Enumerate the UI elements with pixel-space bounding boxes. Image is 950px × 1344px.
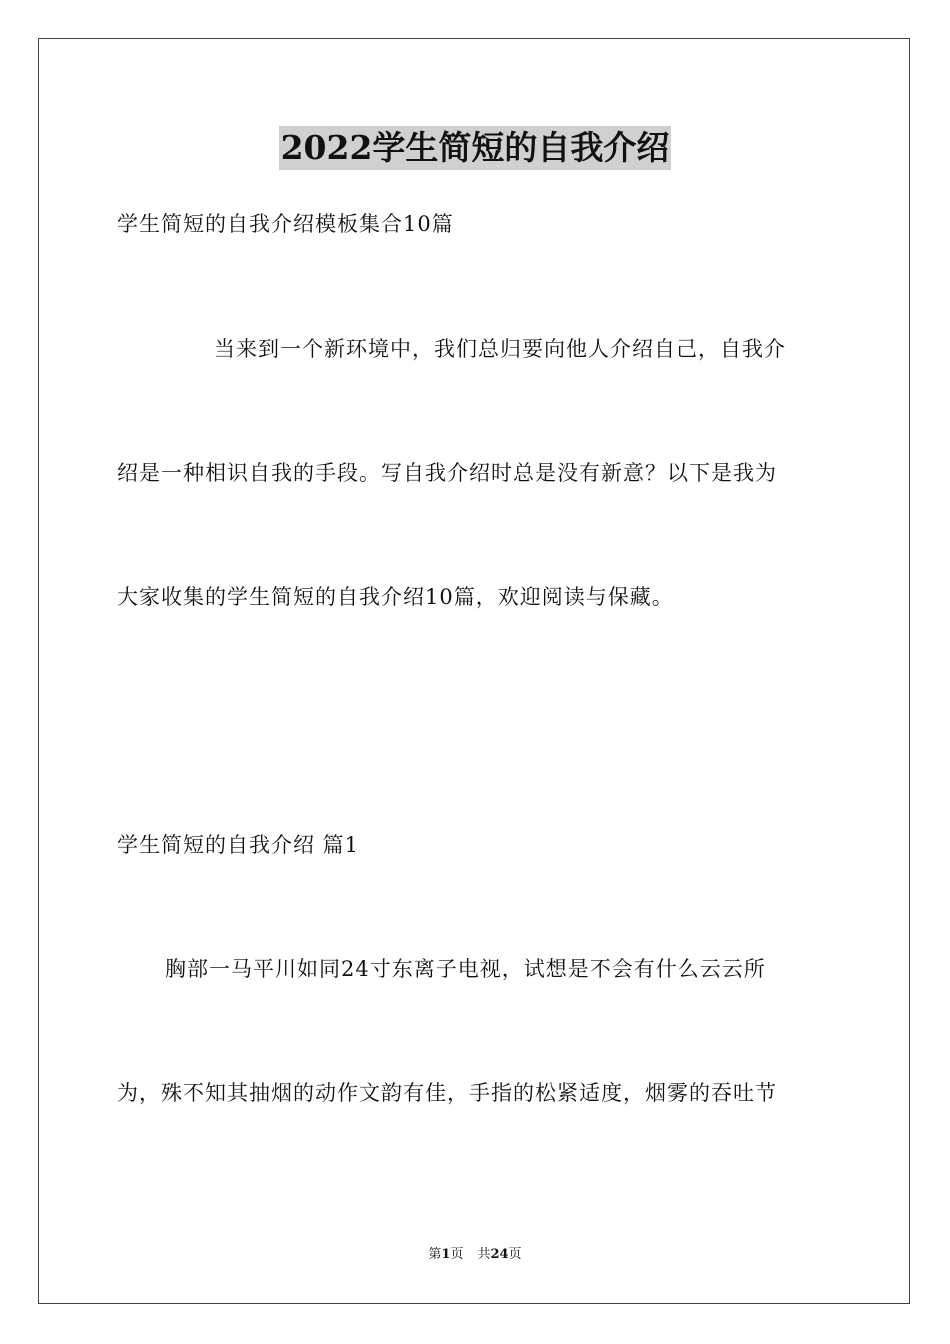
footer-page-prefix: 第 <box>428 1247 442 1262</box>
footer-total-prefix: 共 <box>477 1247 491 1262</box>
section-line-1: 胸部一马平川如同24寸东离子电视，试想是不会有什么云云所 <box>165 957 766 981</box>
intro-line-1: 当来到一个新环境中，我们总归要向他人介绍自己，自我介 <box>214 337 786 361</box>
footer-page-number: 1 <box>441 1247 451 1262</box>
footer-total-pages: 24 <box>490 1247 509 1262</box>
document-subtitle: 学生简短的自我介绍模板集合10篇 <box>117 212 454 236</box>
page-footer <box>0 1246 950 1264</box>
intro-line-2: 绍是一种相识自我的手段。写自我介绍时总是没有新意？以下是我为 <box>117 461 777 485</box>
section-line-2: 为，殊不知其抽烟的动作文韵有佳，手指的松紧适度，烟雾的吞吐节 <box>117 1081 777 1105</box>
footer-total-suffix: 页 <box>508 1247 522 1262</box>
section-heading: 学生简短的自我介绍 篇1 <box>117 833 360 857</box>
footer-page-suffix: 页 <box>450 1247 464 1262</box>
intro-line-3: 大家收集的学生简短的自我介绍10篇，欢迎阅读与保藏。 <box>117 585 674 609</box>
title-container <box>0 126 950 170</box>
document-title: 2022学生简短的自我介绍 <box>279 126 672 170</box>
